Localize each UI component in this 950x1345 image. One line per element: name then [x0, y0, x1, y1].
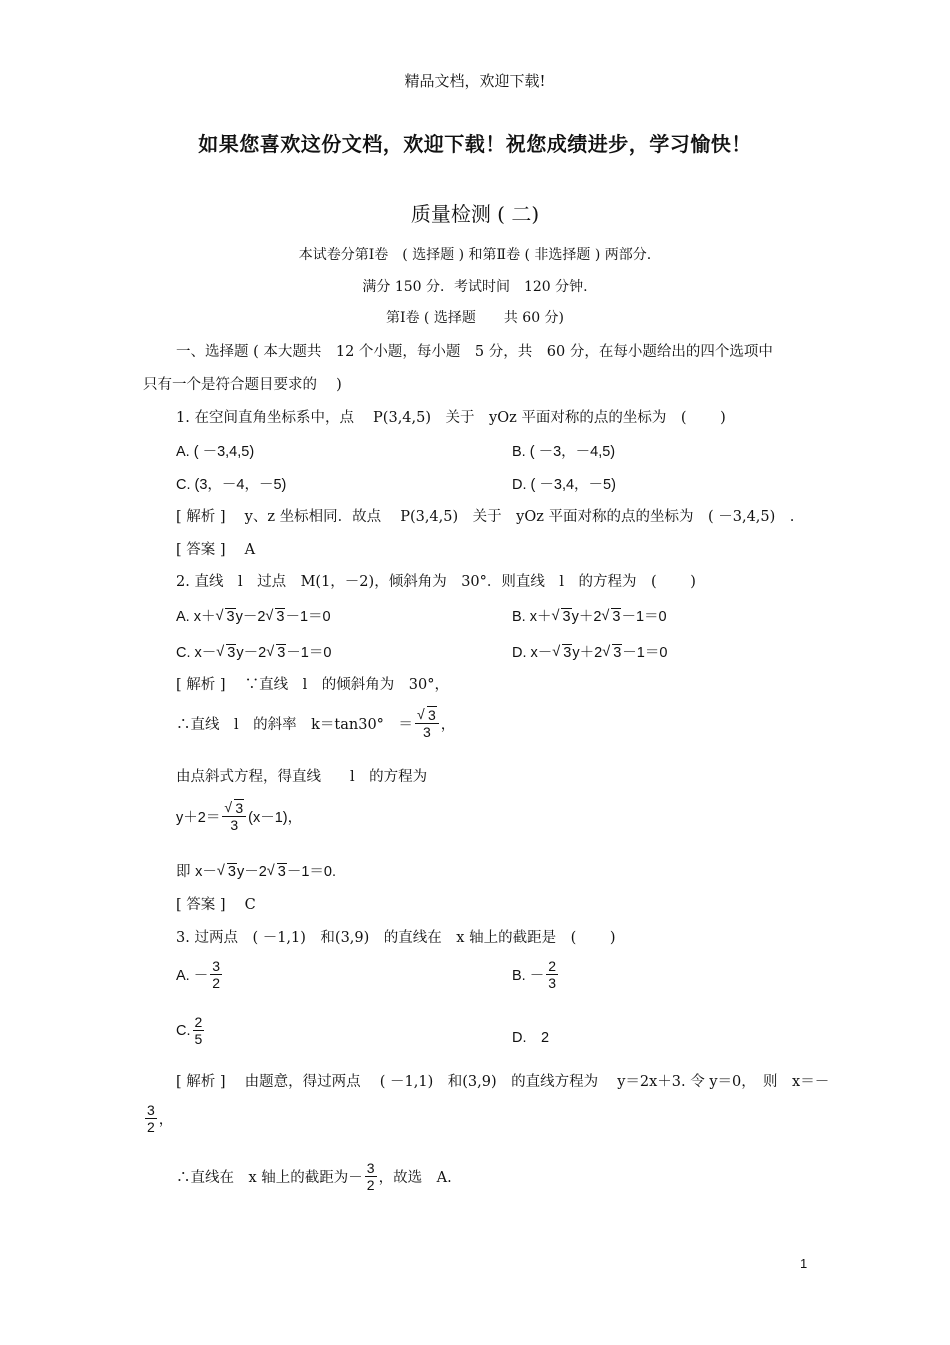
q2-slope-line [176, 707, 455, 740]
q2-d-tail: －1＝0 [622, 645, 668, 661]
q2-a-sqrt [216, 609, 235, 625]
q3-stem: 3. 过两点 ( －1,1) 和(3,9) 的直线在 x 轴上的截距是 ( ) [176, 930, 616, 946]
q2-a-y: y [235, 609, 243, 625]
q2-d-sqrt2 [603, 645, 622, 661]
section-intro-cont: 只有一个是符合题目要求的 ) [143, 377, 342, 393]
q3-a-label: A. － [176, 968, 209, 985]
q2-result-two: 2 [258, 864, 267, 880]
q3-analysis-frac-line [143, 1102, 173, 1135]
q2-b-rad: 3 [562, 609, 571, 625]
q2-c-two: 2 [258, 645, 267, 661]
q3-option-d: D. 2 [512, 1030, 550, 1046]
q2-result-op1: － [202, 864, 217, 880]
q2-result-sqrt [218, 864, 237, 880]
q1-option-a: A. ( －3,4,5) [176, 444, 255, 460]
q3-conclusion-a: ∴直线在 x 轴上的截距为－ [176, 1170, 363, 1187]
q2-answer: [ 答案 ] C [176, 897, 256, 913]
q2-result-ie: 即 [176, 864, 196, 880]
q2-c-rad: 3 [227, 645, 236, 661]
q2-slope-sqrt [418, 707, 437, 723]
q2-d-y: y [572, 645, 580, 661]
q3-c-num: 2 [194, 1014, 203, 1030]
q2-d-rad: 3 [563, 645, 572, 661]
q3-analysis-frac [145, 1102, 157, 1135]
q2-b-x: x [529, 609, 537, 625]
q2-slope-text: ∴直线 l 的斜率 k＝tan30° ＝ [176, 717, 413, 734]
q2-b-two: 2 [593, 609, 602, 625]
q2-b-sqrt2 [602, 609, 621, 625]
q2-result-x: x [195, 864, 203, 880]
q2-eq-left: y＋2＝ [176, 810, 221, 827]
q3-option-c [176, 1014, 206, 1047]
q2-c-tail: －1＝0 [286, 645, 332, 661]
q2-slope-frac [415, 707, 439, 740]
q2-b-op2: ＋ [578, 609, 594, 625]
q2-c-op2: － [243, 645, 259, 661]
q2-analysis: [ 解析 ] ∵直线 l 的倾斜角为 30°， [176, 677, 449, 693]
q3-option-b [512, 958, 560, 991]
section-intro: 一、选择题 ( 本大题共 12 个小题，每小题 5 分，共 60 分，在每小题给出的四个选项中 [176, 344, 773, 360]
q2-a-rad2: 3 [276, 609, 285, 625]
q3-b-frac [546, 958, 558, 991]
paper-info-line1: 本试卷分第Ⅰ卷 ( 选择题 ) 和第Ⅱ卷 ( 非选择题 ) 两部分. [298, 247, 652, 263]
q3-b-num: 2 [548, 958, 557, 974]
q2-option-b [512, 605, 667, 626]
q2-c-y: y [236, 645, 244, 661]
q2-option-c [176, 641, 331, 662]
q2-b-y: y [571, 609, 579, 625]
q2-d-two: 2 [594, 645, 603, 661]
q2-a-tail: －1＝0 [285, 609, 331, 625]
q2-eq-rad: 3 [235, 800, 244, 816]
paper-info-line2: 满分 150 分．考试时间 120 分钟. [362, 279, 588, 295]
q2-c-sqrt [217, 645, 236, 661]
top-note: 精品文档，欢迎下载! [404, 72, 546, 90]
q2-stem: 2. 直线 l 过点 M(1，－2)，倾斜角为 30°．则直线 l 的方程为 ( ) [176, 574, 696, 590]
q2-result-rad: 3 [227, 864, 236, 880]
q2-result-sqrt2 [268, 864, 287, 880]
q3-analysis-den: 2 [147, 1119, 155, 1136]
q2-c-sqrt2 [267, 645, 286, 661]
page-title: 质量检测 ( 二) [410, 202, 540, 226]
q2-equation [176, 800, 302, 833]
q2-result-op2: － [244, 864, 259, 880]
q2-d-x: x [530, 645, 538, 661]
part-one-heading: 第Ⅰ卷 ( 选择题 共 60 分) [385, 310, 565, 326]
q2-eq-den: 3 [230, 817, 239, 834]
q2-b-label: B. [512, 609, 526, 625]
q3-conclusion-num: 3 [366, 1160, 375, 1176]
q2-eq-num [222, 800, 246, 817]
q1-option-b: B. ( －3，－4,5) [512, 444, 616, 460]
q2-slope-comma: ， [440, 717, 456, 734]
q2-result [176, 860, 336, 881]
q3-conclusion-den: 2 [366, 1177, 375, 1194]
q2-slope-num [415, 707, 439, 724]
page-number: 1 [800, 1256, 808, 1271]
q3-c-label: C. [176, 1022, 191, 1039]
q2-option-a [176, 605, 331, 626]
q2-result-tail: －1＝0. [286, 864, 337, 880]
q2-option-d [512, 641, 667, 662]
q3-a-frac [210, 958, 222, 991]
q2-a-rad: 3 [226, 609, 235, 625]
q2-c-rad2: 3 [277, 645, 286, 661]
q2-b-op1: ＋ [536, 609, 552, 625]
q2-c-op1: － [201, 645, 217, 661]
q2-a-sqrt2 [266, 609, 285, 625]
q2-b-tail: －1＝0 [621, 609, 667, 625]
q3-b-label: B. － [512, 968, 545, 985]
q3-analysis: [ 解析 ] 由题意，得过两点 ( －1,1) 和(3,9) 的直线方程为 y＝2x＋3. 令 y＝0， 则 x＝－ [176, 1074, 830, 1090]
download-banner: 如果您喜欢这份文档，欢迎下载！祝您成绩进步，学习愉快！ [198, 132, 752, 156]
q1-stem: 1. 在空间直角坐标系中，点 P(3,4,5) 关于 yOz 平面对称的点的坐标为 ( ) [176, 410, 726, 426]
q2-c-x: x [194, 645, 202, 661]
q2-eq-frac [222, 800, 246, 833]
q3-c-den: 5 [194, 1031, 203, 1048]
q2-a-op2: － [242, 609, 258, 625]
q2-eq-sqrt [225, 800, 244, 816]
q3-a-num: 3 [212, 958, 221, 974]
q1-option-c: C. (3，－4，－5) [176, 477, 287, 493]
q2-b-sqrt [552, 609, 571, 625]
q3-c-frac [193, 1014, 205, 1047]
q2-d-sqrt [553, 645, 572, 661]
q1-option-d: D. ( －3,4，－5) [512, 477, 616, 493]
q3-conclusion-frac [365, 1160, 377, 1193]
q1-answer: [ 答案 ] A [176, 542, 256, 558]
q1-analysis: [ 解析 ] y、z 坐标相同．故点 P(3,4,5) 关于 yOz 平面对称的点的坐标为 ( －3,4,5) . [176, 509, 795, 525]
q2-a-label: A. [176, 609, 190, 625]
q3-conclusion-b: ，故选 A. [378, 1170, 452, 1187]
q2-slope-den: 3 [422, 724, 431, 741]
q2-d-op2: ＋ [579, 645, 595, 661]
q2-pointslope: 由点斜式方程，得直线 l 的方程为 [176, 769, 428, 785]
q3-b-den: 3 [548, 975, 557, 992]
q2-result-y: y [236, 864, 245, 880]
q3-analysis-comma: ， [158, 1112, 174, 1129]
q2-d-op1: － [537, 645, 553, 661]
q2-slope-rad: 3 [427, 707, 436, 723]
q3-analysis-num: 3 [147, 1102, 155, 1118]
q2-a-x: x [193, 609, 201, 625]
q2-d-rad2: 3 [613, 645, 622, 661]
q3-option-a [176, 958, 224, 991]
q3-conclusion [176, 1160, 452, 1193]
q2-b-rad2: 3 [612, 609, 621, 625]
q2-result-rad2: 3 [277, 864, 286, 880]
q2-a-op1: ＋ [200, 609, 216, 625]
q2-d-label: D. [512, 645, 527, 661]
q2-eq-right: (x－1)， [248, 810, 303, 827]
q3-a-den: 2 [212, 975, 221, 992]
q2-c-label: C. [176, 645, 191, 661]
q2-a-two: 2 [257, 609, 266, 625]
